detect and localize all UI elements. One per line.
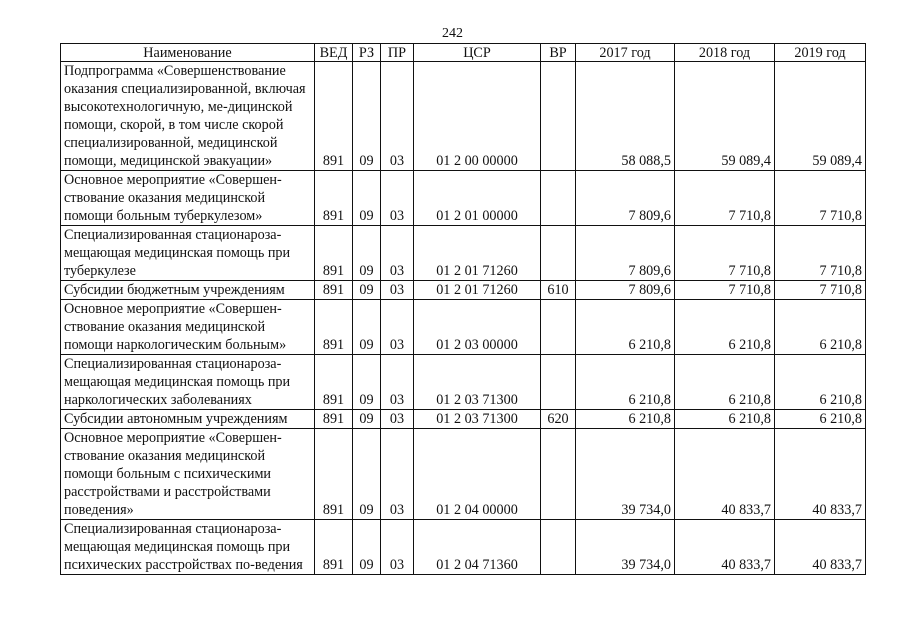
row-ved: 891 xyxy=(315,62,353,171)
row-name: Специализированная стационароза-мещающая медицинская помощь при психических расстройствах по-ведения xyxy=(61,520,315,575)
row-2018: 6 210,8 xyxy=(675,300,775,355)
row-ved: 891 xyxy=(315,429,353,520)
row-pr: 03 xyxy=(381,429,414,520)
row-ved: 891 xyxy=(315,171,353,226)
row-csr: 01 2 01 71260 xyxy=(414,226,541,281)
header-pr: ПР xyxy=(381,44,414,62)
row-2017: 39 734,0 xyxy=(576,520,675,575)
row-2019: 7 710,8 xyxy=(775,281,866,300)
row-ved: 891 xyxy=(315,281,353,300)
row-vr xyxy=(541,355,576,410)
header-2019: 2019 год xyxy=(775,44,866,62)
row-2017: 6 210,8 xyxy=(576,355,675,410)
row-vr: 620 xyxy=(541,410,576,429)
page-number: 242 xyxy=(442,26,463,41)
budget-table xyxy=(60,43,866,575)
row-ved: 891 xyxy=(315,226,353,281)
row-2017: 6 210,8 xyxy=(576,300,675,355)
table-row xyxy=(61,300,866,355)
row-2018: 40 833,7 xyxy=(675,520,775,575)
row-csr: 01 2 01 71260 xyxy=(414,281,541,300)
row-csr: 01 2 04 00000 xyxy=(414,429,541,520)
row-csr: 01 2 04 71360 xyxy=(414,520,541,575)
row-vr xyxy=(541,62,576,171)
row-pr: 03 xyxy=(381,520,414,575)
row-ved: 891 xyxy=(315,520,353,575)
row-csr: 01 2 03 00000 xyxy=(414,300,541,355)
row-rz: 09 xyxy=(353,171,381,226)
row-2019: 40 833,7 xyxy=(775,429,866,520)
table-row xyxy=(61,355,866,410)
row-2018: 59 089,4 xyxy=(675,62,775,171)
row-2017: 7 809,6 xyxy=(576,171,675,226)
row-pr: 03 xyxy=(381,355,414,410)
row-pr: 03 xyxy=(381,62,414,171)
table-row xyxy=(61,281,866,300)
row-name: Субсидии автономным учреждениям xyxy=(61,410,315,429)
row-csr: 01 2 01 00000 xyxy=(414,171,541,226)
row-name: Основное мероприятие «Совершен-ствование оказания медицинской помощи больным с психическими расстройствами и расстройствами поведения» xyxy=(61,429,315,520)
row-name: Основное мероприятие «Совершен-ствование оказания медицинской помощи наркологическим больным» xyxy=(61,300,315,355)
row-2019: 6 210,8 xyxy=(775,300,866,355)
header-rz: РЗ xyxy=(353,44,381,62)
row-name: Основное мероприятие «Совершен-ствование оказания медицинской помощи больным туберкулезом» xyxy=(61,171,315,226)
row-2019: 59 089,4 xyxy=(775,62,866,171)
row-pr: 03 xyxy=(381,281,414,300)
row-rz: 09 xyxy=(353,429,381,520)
row-2017: 7 809,6 xyxy=(576,226,675,281)
row-name: Субсидии бюджетным учреждениям xyxy=(61,281,315,300)
row-ved: 891 xyxy=(315,355,353,410)
row-2019: 40 833,7 xyxy=(775,520,866,575)
row-2017: 39 734,0 xyxy=(576,429,675,520)
row-pr: 03 xyxy=(381,171,414,226)
header-csr: ЦСР xyxy=(414,44,541,62)
row-2018: 40 833,7 xyxy=(675,429,775,520)
table-row xyxy=(61,62,866,171)
row-2017: 58 088,5 xyxy=(576,62,675,171)
row-2018: 6 210,8 xyxy=(675,410,775,429)
table-row xyxy=(61,171,866,226)
row-rz: 09 xyxy=(353,300,381,355)
row-rz: 09 xyxy=(353,281,381,300)
row-ved: 891 xyxy=(315,300,353,355)
row-2018: 6 210,8 xyxy=(675,355,775,410)
row-csr: 01 2 03 71300 xyxy=(414,355,541,410)
header-2018: 2018 год xyxy=(675,44,775,62)
row-2017: 6 210,8 xyxy=(576,410,675,429)
table-header-row xyxy=(61,44,866,62)
row-vr xyxy=(541,520,576,575)
row-2019: 7 710,8 xyxy=(775,171,866,226)
row-rz: 09 xyxy=(353,62,381,171)
table-row xyxy=(61,226,866,281)
row-rz: 09 xyxy=(353,410,381,429)
row-vr xyxy=(541,300,576,355)
table-row xyxy=(61,429,866,520)
row-ved: 891 xyxy=(315,410,353,429)
table-row xyxy=(61,410,866,429)
table-row xyxy=(61,520,866,575)
row-csr: 01 2 03 71300 xyxy=(414,410,541,429)
row-vr xyxy=(541,171,576,226)
header-ved: ВЕД xyxy=(315,44,353,62)
row-2019: 6 210,8 xyxy=(775,355,866,410)
header-name: Наименование xyxy=(61,44,315,62)
row-name: Специализированная стационароза-мещающая медицинская помощь при туберкулезе xyxy=(61,226,315,281)
row-rz: 09 xyxy=(353,355,381,410)
row-rz: 09 xyxy=(353,520,381,575)
row-name: Подпрограмма «Совершенствование оказания специализированной, включая высокотехнологичную, ме-дицинской помощи, скорой, в том числе скорой специализированной, медицинской помощи, медицинской эвакуации» xyxy=(61,62,315,171)
row-vr xyxy=(541,226,576,281)
row-name: Специализированная стационароза-мещающая медицинская помощь при наркологических заболеваниях xyxy=(61,355,315,410)
row-pr: 03 xyxy=(381,226,414,281)
row-2019: 7 710,8 xyxy=(775,226,866,281)
row-2017: 7 809,6 xyxy=(576,281,675,300)
row-2018: 7 710,8 xyxy=(675,226,775,281)
row-vr xyxy=(541,429,576,520)
row-2018: 7 710,8 xyxy=(675,281,775,300)
row-pr: 03 xyxy=(381,300,414,355)
row-pr: 03 xyxy=(381,410,414,429)
header-2017: 2017 год xyxy=(576,44,675,62)
row-2018: 7 710,8 xyxy=(675,171,775,226)
row-2019: 6 210,8 xyxy=(775,410,866,429)
header-vr: ВР xyxy=(541,44,576,62)
row-rz: 09 xyxy=(353,226,381,281)
row-vr: 610 xyxy=(541,281,576,300)
row-csr: 01 2 00 00000 xyxy=(414,62,541,171)
